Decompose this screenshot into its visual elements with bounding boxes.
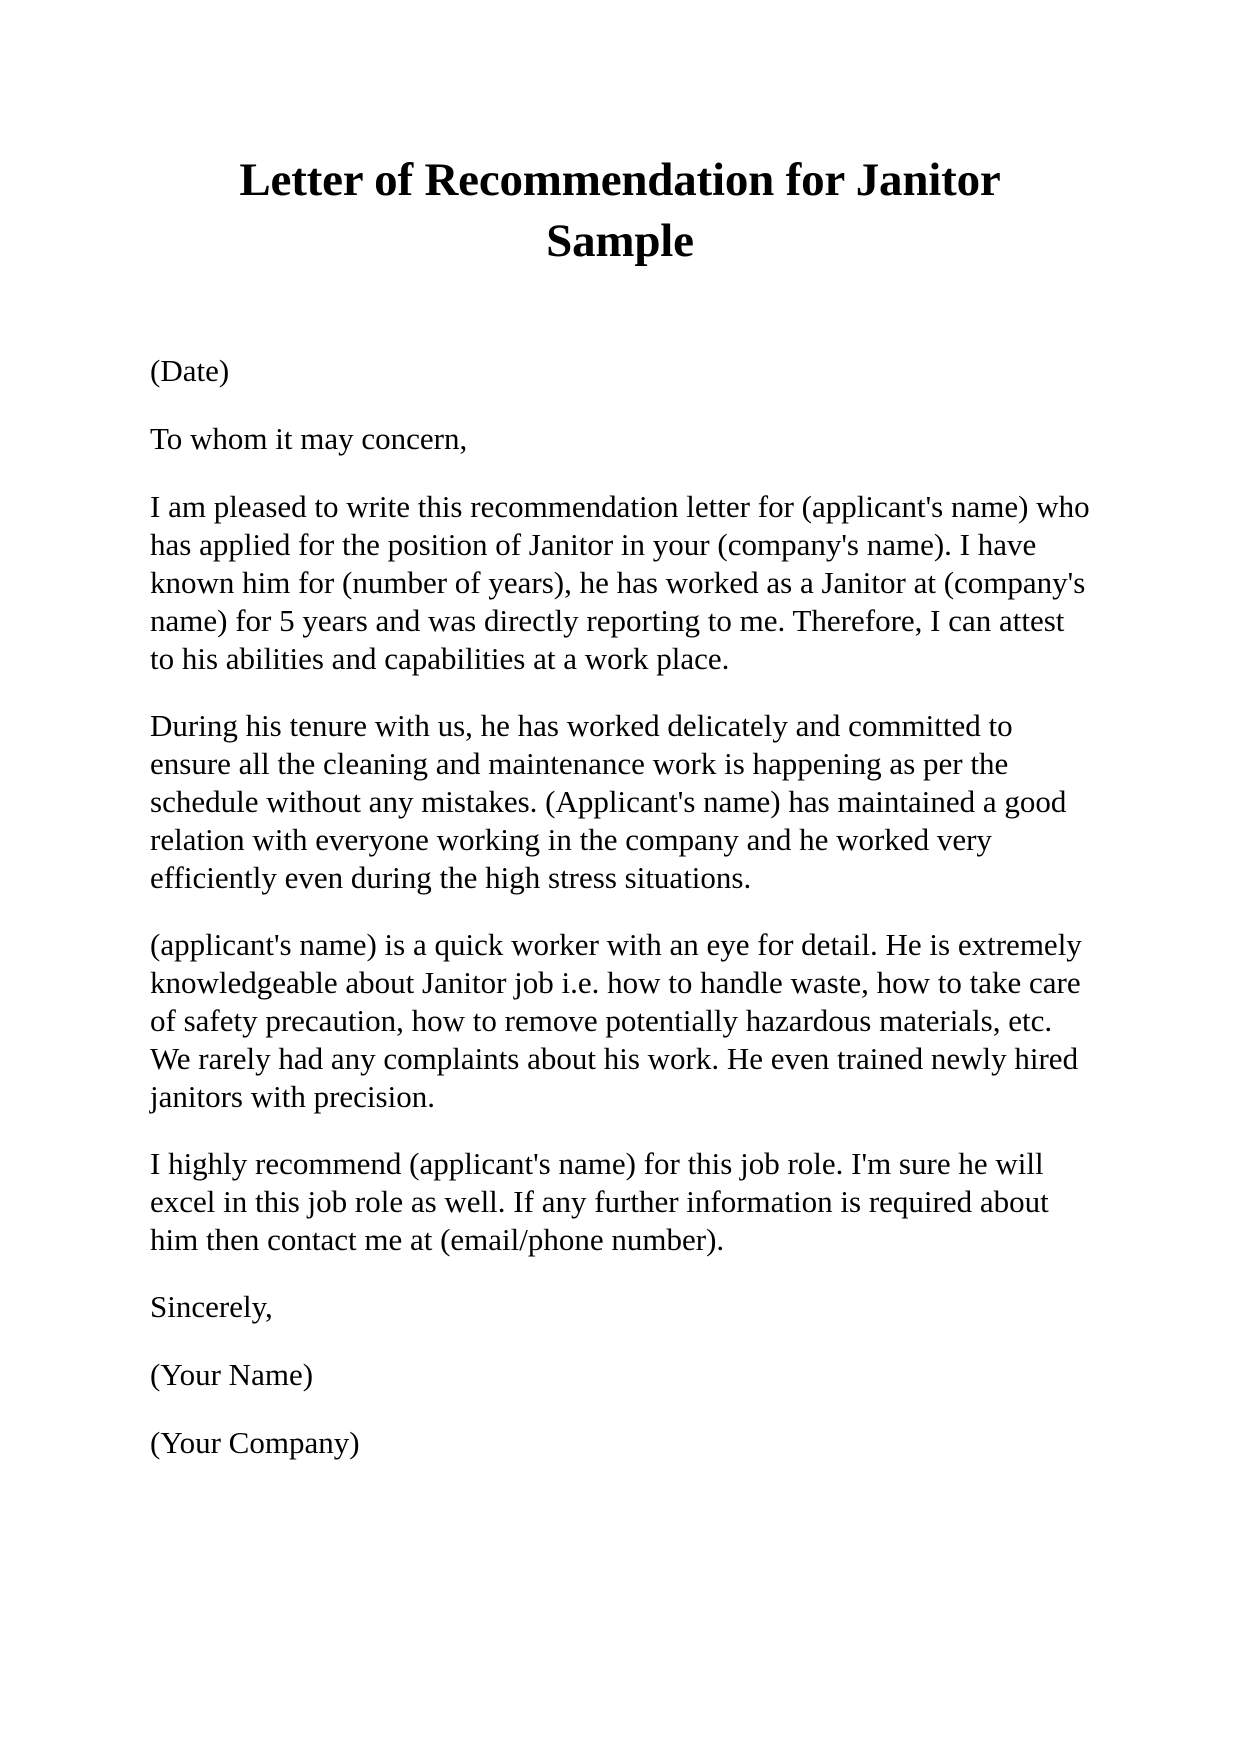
letter-body xyxy=(150,352,1090,1492)
letter-closing: Sincerely, xyxy=(150,1289,273,1324)
paragraph-recommendation: I highly recommend (applicant's name) for this job role. I'm sure he will excel in this job role as well. If any further information is required about him then contact me at (email/phone number). xyxy=(150,1146,1049,1257)
paragraph-tenure: During his tenure with us, he has worked delicately and committed to ensure all the cleaning and maintenance work is happening as per the schedule without any mistakes. (Applicant's name) has maintained a good relation with everyone working in the company and he worked very efficiently even during the high stress situations. xyxy=(150,708,1067,895)
signature-company: (Your Company) xyxy=(150,1425,360,1460)
letter-date: (Date) xyxy=(150,353,230,388)
document-title xyxy=(140,150,1100,272)
paragraph-introduction: I am pleased to write this recommendation letter for (applicant's name) who has applied for the position of Janitor in your (company's name). I have known him for (number of years), he has worked as a Janitor at (company's name) for 5 years and was directly reporting to me. Therefore, I can attest to his abilities and capabilities at a work place. xyxy=(150,489,1090,676)
title-line-2: Sample xyxy=(546,215,694,267)
paragraph-skills: (applicant's name) is a quick worker with an eye for detail. He is extremely knowledgeable about Janitor job i.e. how to handle waste, how to take care of safety precaution, how to remove potentially hazardous materials, etc. We rarely had any complaints about his work. He even trained newly hired janitors with precision. xyxy=(150,927,1082,1114)
title-line-1: Letter of Recommendation for Janitor xyxy=(239,154,1001,206)
signature-name: (Your Name) xyxy=(150,1357,314,1392)
letter-salutation: To whom it may concern, xyxy=(150,421,468,456)
